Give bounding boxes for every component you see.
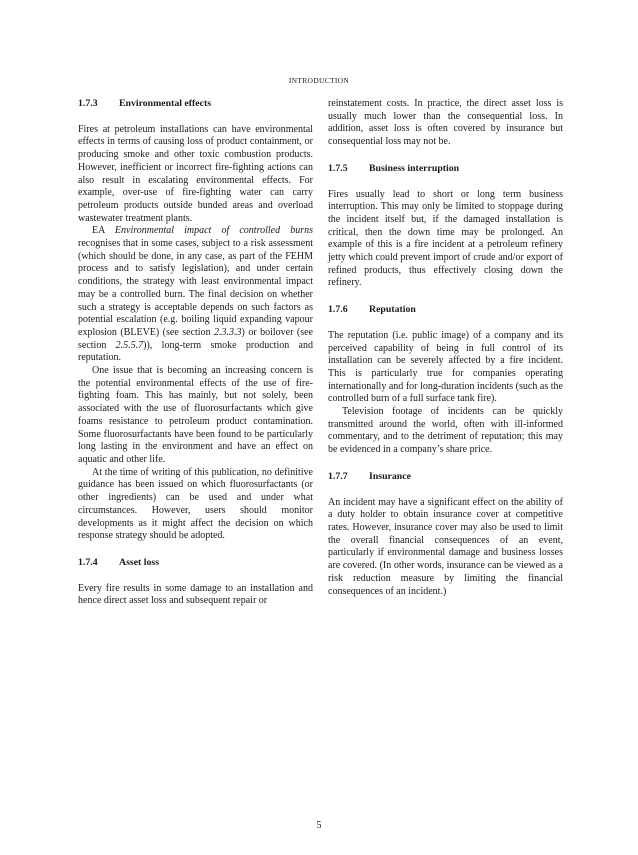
section-title: Environmental effects [119, 98, 212, 109]
publication-title: Environmental impact of controlled burns [114, 225, 314, 237]
section-reference: 2.3.3.3 [214, 326, 242, 338]
running-header: INTRODUCTION [288, 76, 350, 85]
page-number: 5 [316, 820, 322, 831]
paragraph: Fires usually lead to short or long term business interruption. This may only be limited to stoppage during the incident itself but, if the damaged installation is critical, then the down time may be prolonged. An example of this is a fire incident at a petroleum refinery jetty which could prevent import of crude and/or export of refined products, thus effectively closing down the refinery. [328, 188, 563, 289]
paragraph: Television footage of incidents can be quickly transmitted around the world, often with ill-informed commentary, and to the detriment of reputation; this may be evidenced in a company’s share price. [328, 406, 563, 456]
section-number: 1.7.5 [328, 162, 348, 174]
section-reference: 2.5.5.7 [115, 339, 144, 351]
section-heading-1-7-3 [78, 98, 313, 111]
paragraph: Every fire results in some damage to an installation and hence direct asset loss and subsequent repair or [78, 582, 313, 607]
section-number: 1.7.7 [328, 470, 348, 482]
paragraph: Fires at petroleum installations can have environmental effects in terms of causing loss of product containment, or producing smoke and other toxic combustion products. However, inefficient or incorrect fire-fighting actions can also result in escalating environmental effects. For example, over-use of fire-fighting water can carry petroleum products outside bunded areas and overload wastewater treatment plants. [78, 123, 313, 224]
section-title: Insurance [369, 470, 411, 482]
section-heading-1-7-6 [328, 304, 563, 317]
right-column [328, 98, 563, 598]
section-title: Asset loss [119, 556, 160, 568]
section-title: Business interruption [369, 162, 460, 174]
section-heading-1-7-7 [328, 471, 563, 484]
section-heading-1-7-4 [78, 557, 313, 570]
paragraph: One issue that is becoming an increasing concern is the potential environmental effects of the use of fire-fighting foam. This has mainly, but not solely, been associated with the use of fluorosurfactants which give foams resistance to petroleum product contamination. Some fluorosurfactants have been found to be particularly long lasting in the environment and have an effect on aquatic and other life. [78, 365, 313, 465]
paragraph: EA Environmental impact of controlled burns recognises that in some cases, subject to a risk assessment (which should be done, in any case, as part of the FEHM process and to satisfy legislation), and under certain conditions, the strategy with least environmental impact may be a controlled burn. The final decision on whether such a strategy is acceptable depends on such factors as potential escalation (e.g. boiling liquid expanding vapour explosion (BLEVE) (see section 2.3.3.3) or boilover (see section 2.5.5.7)), long-term smoke production and reputation. [78, 225, 314, 364]
left-column [78, 98, 313, 608]
paragraph: An incident may have a significant effect on the ability of a duty holder to obtain insurance cover at competitive rates. However, insurance cover may also be used to limit the overall financial consequences of an event, particularly if environmental damage and business losses are covered. (In other words, insurance can be viewed as a risk reduction measure by limiting the financial consequences of an incident.) [328, 496, 563, 597]
section-number: 1.7.3 [78, 98, 98, 109]
paragraph: reinstatement costs. In practice, the direct asset loss is usually much lower than the consequential loss. In addition, asset loss is often covered by insurance but consequential loss may not be. [328, 98, 563, 148]
section-number: 1.7.6 [328, 304, 348, 316]
section-heading-1-7-5 [328, 163, 563, 176]
section-title: Reputation [369, 304, 416, 316]
paragraph: The reputation (i.e. public image) of a company and its perceived capability of being in full control of its installation can be severely affected by a fire incident. This is particularly true for companies operating internationally and for long-duration incidents (such as the controlled burn of a full surface tank fire). [328, 329, 563, 405]
paragraph: At the time of writing of this publication, no definitive guidance has been issued on which fluorosurfactants (or other ingredients) can be used and under what circumstances. However, users should monitor developments as it might affect the decision on which response strategy should be adopted. [78, 466, 313, 542]
section-number: 1.7.4 [78, 556, 98, 568]
